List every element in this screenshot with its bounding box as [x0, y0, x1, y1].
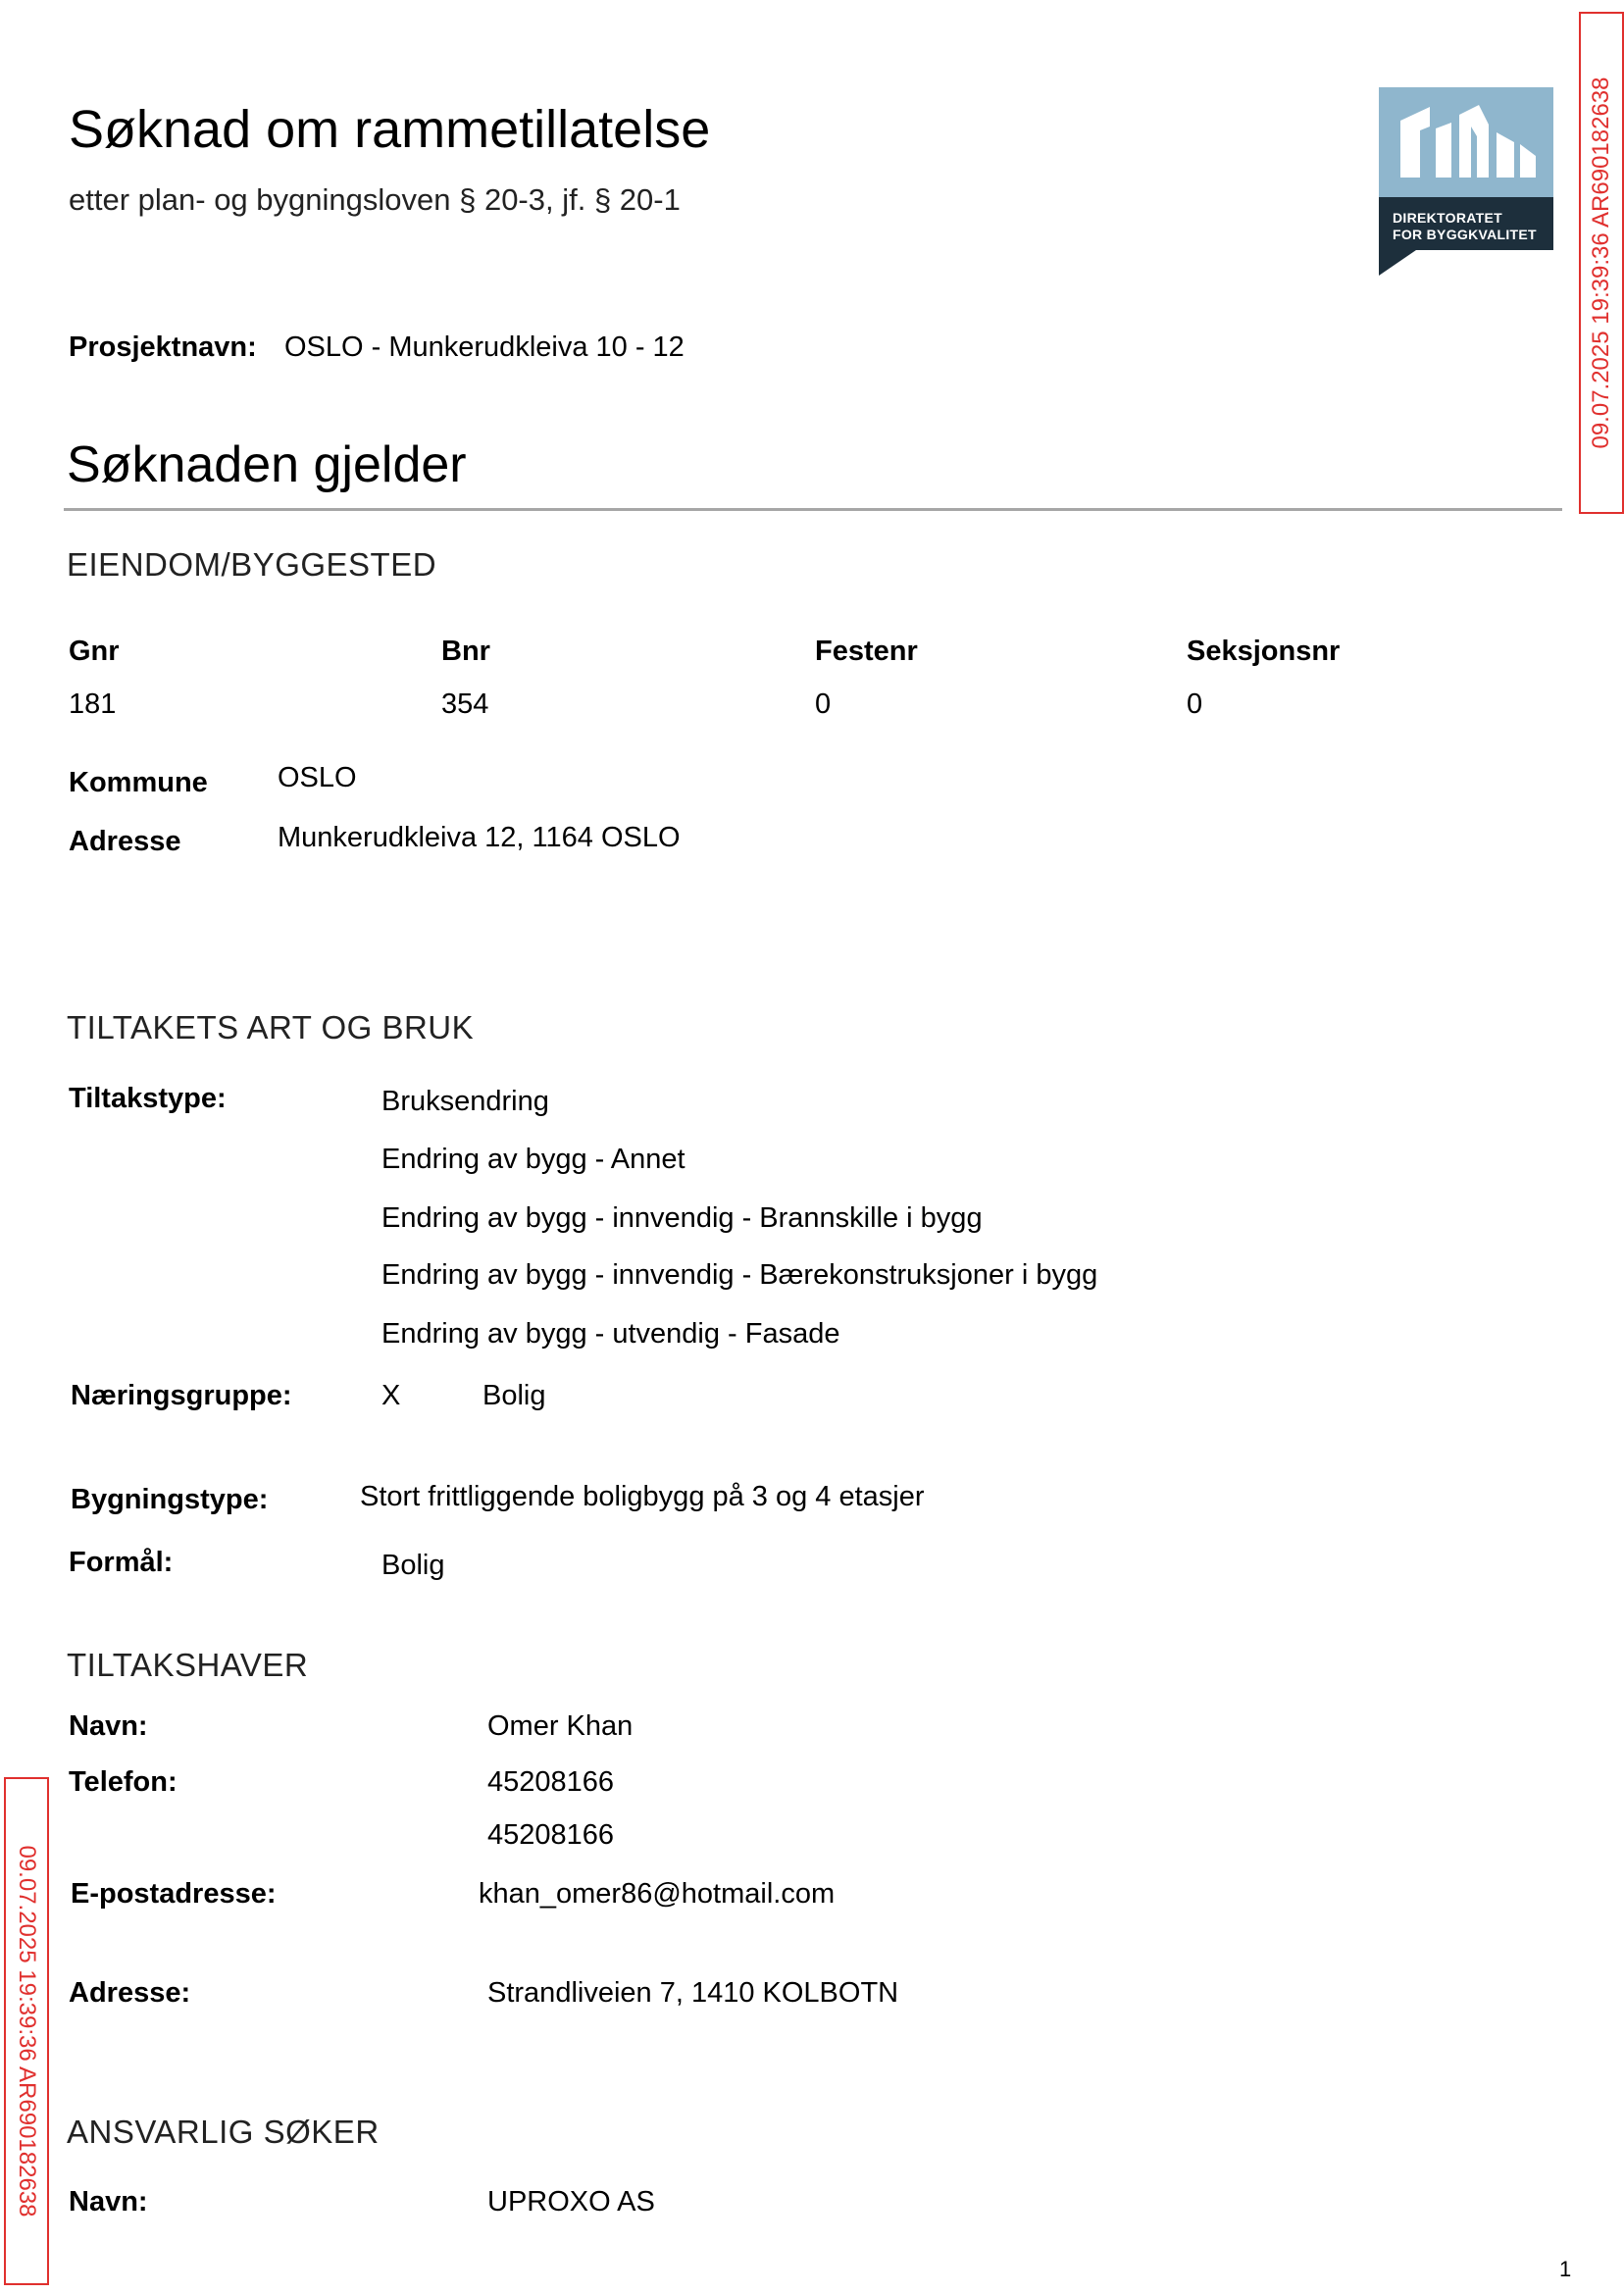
gnr-value: 181: [69, 688, 117, 720]
gnr-header: Gnr: [69, 636, 120, 667]
tiltakshaver-telefon-label: Telefon:: [69, 1766, 178, 1798]
naeringsgruppe-label: Næringsgruppe:: [71, 1380, 292, 1411]
adresse-label: Adresse: [69, 826, 181, 857]
page-number: 1: [1559, 2257, 1572, 2281]
tiltakshaver-telefon-2: 45208166: [487, 1819, 615, 1851]
tiltakstype-item: Endring av bygg - innvendig - Brannskille i bygg: [381, 1202, 983, 1234]
logo-text-line-1: DIREKTORATET: [1393, 210, 1502, 226]
naeringsgruppe-value: Bolig: [482, 1380, 546, 1411]
formal-value: Bolig: [381, 1550, 445, 1581]
festenr-value: 0: [815, 688, 832, 720]
ansvarlig-soker-navn-value: UPROXO AS: [487, 2186, 655, 2218]
ansvarlig-soker-heading: ANSVARLIG SØKER: [67, 2114, 380, 2150]
section-title: Søknaden gjelder: [67, 436, 467, 493]
tiltakshaver-adresse-label: Adresse:: [69, 1977, 191, 2009]
received-stamp-top: [1579, 12, 1624, 514]
section-divider: [64, 508, 1562, 511]
adresse-value: Munkerudkleiva 12, 1164 OSLO: [278, 822, 681, 853]
formal-label: Formål:: [69, 1547, 174, 1578]
tiltakshaver-heading: TILTAKSHAVER: [67, 1647, 309, 1683]
festenr-header: Festenr: [815, 636, 918, 667]
bygningstype-label: Bygningstype:: [71, 1484, 269, 1515]
tiltakstype-item: Endring av bygg - Annet: [381, 1144, 685, 1175]
tiltakstype-item: Bruksendring: [381, 1086, 549, 1117]
tiltakshaver-adresse-value: Strandliveien 7, 1410 KOLBOTN: [487, 1977, 899, 2009]
logo-building-icon: [1379, 87, 1553, 197]
seksjonsnr-value: 0: [1187, 688, 1203, 720]
document-title: Søknad om rammetillatelse: [69, 100, 711, 159]
project-name-value: OSLO - Munkerudkleiva 10 - 12: [284, 331, 685, 363]
stamp-text: 09.07.2025 19:39:36 AR690182638: [1588, 76, 1614, 449]
property-heading: EIENDOM/BYGGESTED: [67, 546, 437, 583]
tiltakstype-item: Endring av bygg - utvendig - Fasade: [381, 1318, 840, 1350]
logo-panel: [1379, 87, 1553, 250]
bnr-header: Bnr: [441, 636, 490, 667]
logo-text-line-2: FOR BYGGKVALITET: [1393, 227, 1537, 242]
tiltakshaver-telefon-1: 45208166: [487, 1766, 615, 1798]
kommune-value: OSLO: [278, 762, 357, 793]
tiltakstype-item: Endring av bygg - innvendig - Bærekonstruksjoner i bygg: [381, 1259, 1098, 1291]
tiltakshaver-navn-label: Navn:: [69, 1710, 148, 1742]
seksjonsnr-header: Seksjonsnr: [1187, 636, 1341, 667]
tiltak-heading: TILTAKETS ART OG BRUK: [67, 1009, 475, 1045]
tiltakshaver-navn-value: Omer Khan: [487, 1710, 634, 1742]
logo-graphic-area: [1379, 87, 1553, 197]
tiltakshaver-epost-label: E-postadresse:: [71, 1878, 277, 1910]
document-subtitle: etter plan- og bygningsloven § 20-3, jf. § 20-1: [69, 182, 681, 217]
tiltakstype-label: Tiltakstype:: [69, 1083, 227, 1114]
project-name-label: Prosjektnavn:: [69, 331, 257, 363]
tiltakshaver-epost-value: khan_omer86@hotmail.com: [479, 1878, 836, 1910]
naeringsgruppe-code: X: [381, 1380, 401, 1411]
dibk-logo: [1379, 87, 1553, 276]
received-stamp-bottom: [4, 1777, 49, 2285]
logo-tail: [1379, 250, 1416, 276]
ansvarlig-soker-navn-label: Navn:: [69, 2186, 148, 2218]
kommune-label: Kommune: [69, 767, 208, 798]
stamp-text: 09.07.2025 19:39:36 AR690182638: [14, 1845, 40, 2218]
bygningstype-value: Stort frittliggende boligbygg på 3 og 4 etasjer: [360, 1481, 925, 1512]
bnr-value: 354: [441, 688, 489, 720]
